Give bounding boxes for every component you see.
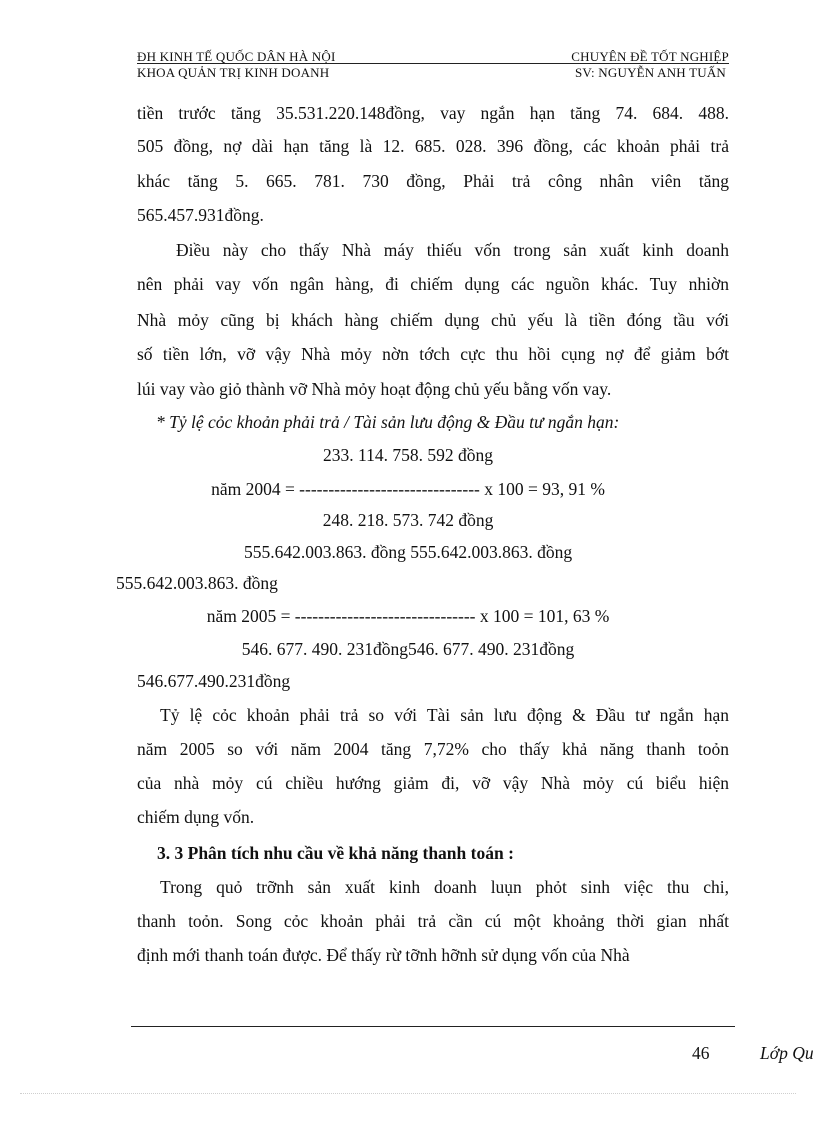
para2-line-2: nên phải vay vốn ngân hàng, đi chiếm dụng các nguồn khác. Tuy nhiờn: [137, 274, 729, 294]
header-student: SV: NGUYỄN ANH TUẤN: [574, 65, 726, 80]
formula-2005-numerator: 555.642.003.863. đồng 555.642.003.863. đồng: [243, 542, 573, 562]
para2-line-5: lúi vay vào giỏ thành vỡ Nhà mỏy hoạt động chủ yếu bằng vốn vay.: [137, 379, 612, 399]
footer-class-label: Lớp Qu: [760, 1043, 814, 1063]
para3-line-4: chiếm dụng vốn.: [137, 807, 255, 827]
para3-line-1: Tỷ lệ cỏc khoản phải trả so với Tài sản lưu động & Đầu tư ngắn hạn: [160, 705, 729, 725]
formula-2004-denominator: 248. 218. 573. 742 đồng: [322, 510, 494, 530]
para4-line-3: định mới thanh toán được. Để thấy rừ tỡnh hỡnh sử dụng vốn của Nhà: [137, 945, 630, 965]
page-number: 46: [692, 1043, 710, 1063]
formula-2005-equation: năm 2005 = ------------------------------- x 100 = 101, 63 %: [206, 606, 610, 626]
para4-line-1: Trong quỏ trỡnh sản xuất kinh doanh luụn phỏt sinh việc thu chi,: [160, 877, 729, 897]
formula-2005-denominator: 546. 677. 490. 231đồng546. 677. 490. 231đồng: [241, 639, 575, 659]
header-school: ĐH KINH TẾ QUỐC DÂN HÀ NỘI: [137, 49, 336, 64]
formula-2004-equation: năm 2004 = ------------------------------- x 100 = 93, 91 %: [211, 479, 605, 499]
para1-line-4: 565.457.931đồng.: [137, 205, 264, 225]
para3-line-2: năm 2005 so với năm 2004 tăng 7,72% cho thấy khả năng thanh toỏn: [137, 739, 729, 759]
para2-line-4: số tiền lớn, vỡ vậy Nhà mỏy nờn tớch cực thu hồi cụng nợ để giảm bớt: [137, 344, 729, 364]
formula-2005-denominator-overflow: 546.677.490.231đồng: [137, 671, 291, 691]
para3-line-3: của nhà mỏy cú chiều hướng giảm đi, vỡ vậy Nhà mỏy cú biểu hiện: [137, 773, 729, 793]
section-heading: 3. 3 Phân tích nhu cầu về khả năng thanh toán :: [157, 843, 514, 863]
para1-line-1: tiền trước tăng 35.531.220.148đồng, vay ngắn hạn tăng 74. 684. 488.: [137, 103, 729, 123]
formula-2005-numerator-overflow: 555.642.003.863. đồng: [116, 573, 278, 593]
para2-line-1: Điều này cho thấy Nhà máy thiếu vốn trong sản xuất kinh doanh: [176, 240, 729, 260]
para1-line-3: khác tăng 5. 665. 781. 730 đồng, Phải trả công nhân viên tăng: [137, 171, 729, 191]
para4-line-2: thanh toỏn. Song cỏc khoản phải trả cần cú một khoảng thời gian nhất: [137, 911, 729, 931]
formula-2004-numerator: 233. 114. 758. 592 đồng: [323, 445, 493, 465]
header-divider: [137, 63, 729, 64]
header-report-type: CHUYÊN ĐỀ TỐT NGHIỆP: [571, 49, 729, 64]
para1-line-2: 505 đồng, nợ dài hạn tăng là 12. 685. 028. 396 đồng, các khoản phải trả: [137, 136, 729, 156]
footer-divider: [131, 1026, 735, 1027]
para2-line-3: Nhà mỏy cũng bị khách hàng chiếm dụng chủ yếu là tiền đóng tầu với: [137, 310, 729, 330]
ratio-heading: * Tỷ lệ cỏc khoản phải trả / Tài sản lưu động & Đầu tư ngắn hạn:: [156, 412, 620, 432]
header-faculty: KHOA QUẢN TRỊ KINH DOANH: [137, 65, 330, 80]
page-bottom-edge: [20, 1093, 796, 1094]
